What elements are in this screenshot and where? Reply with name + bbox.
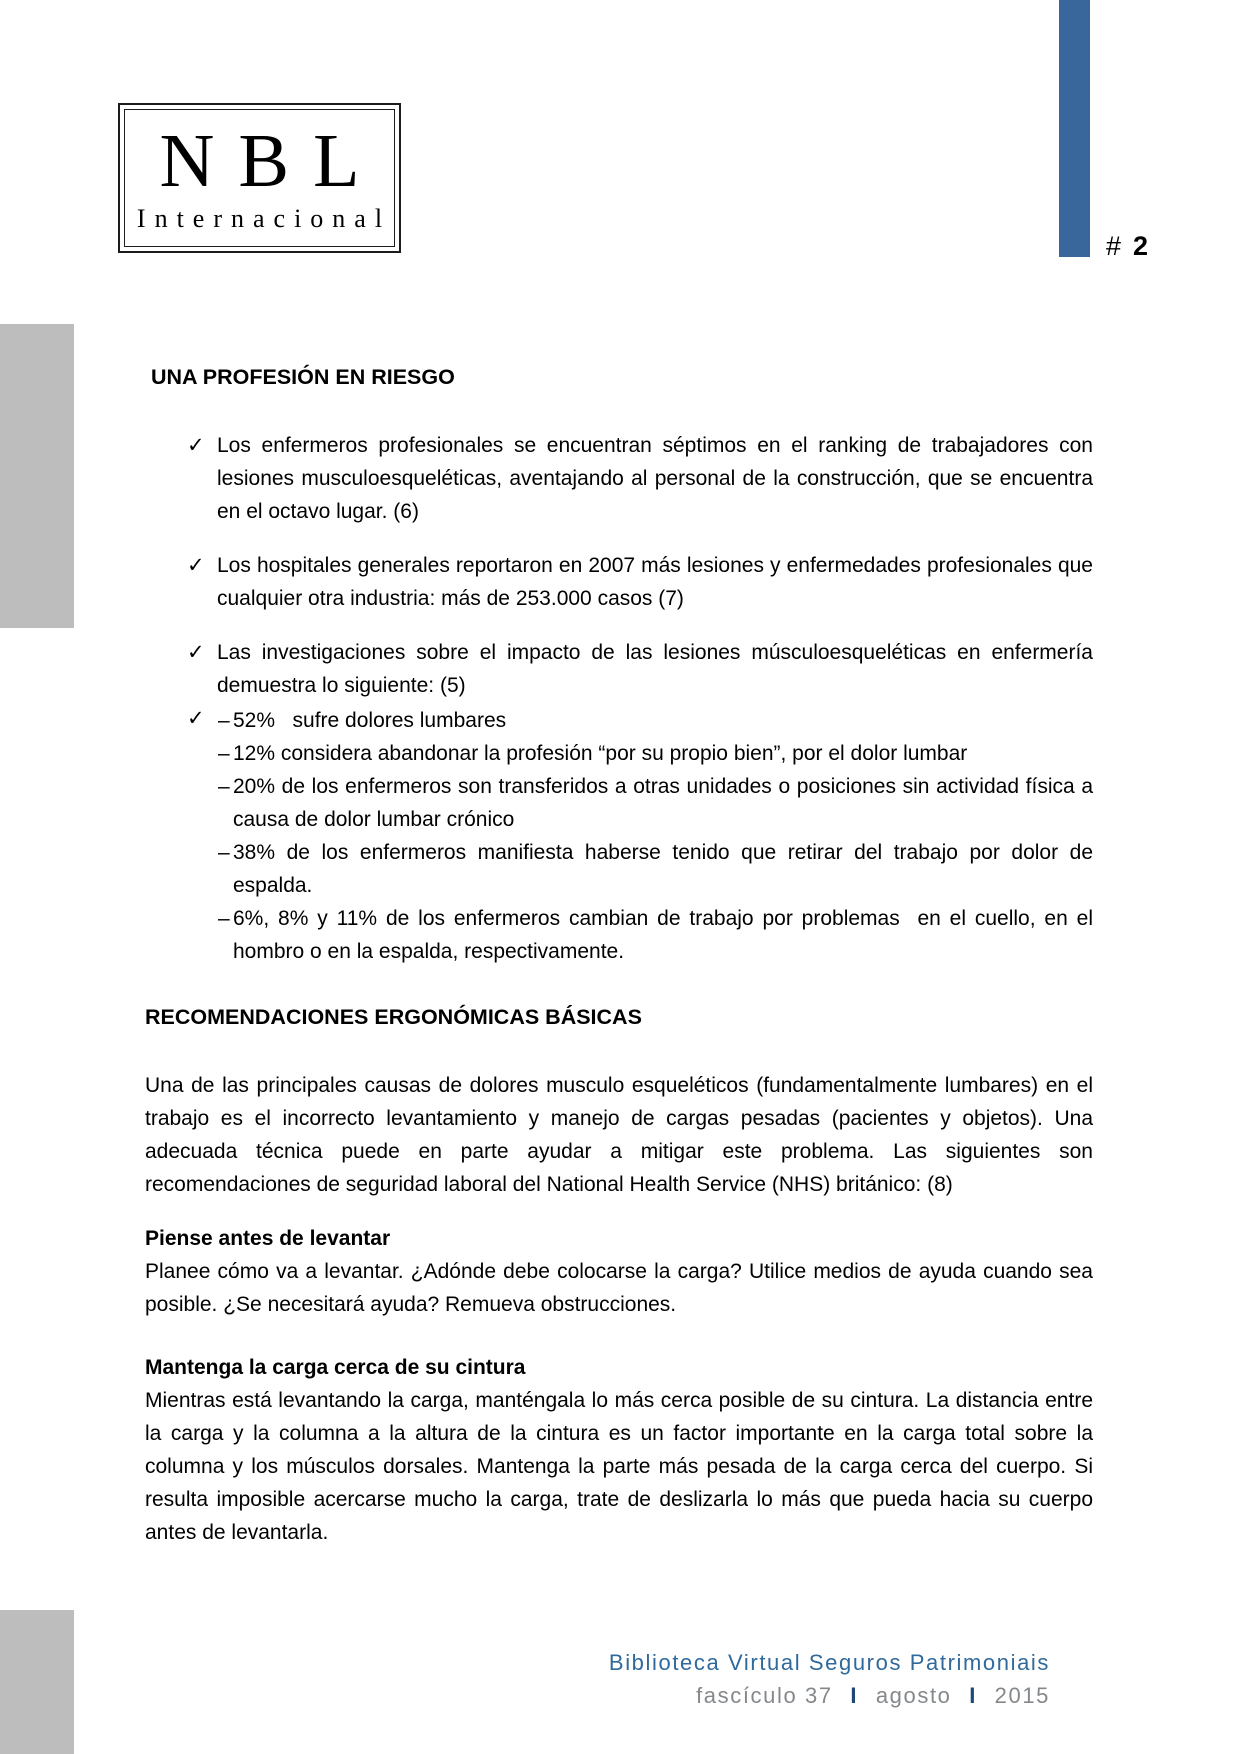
bullet-text: Las investigaciones sobre el impacto de las lesiones músculoesqueléticas en enfermería demuestra lo siguiente: (5) bbox=[217, 641, 1093, 697]
stat-text: 20% de los enfermeros son transferidos a otras unidades o posiciones sin actividad física a causa de dolor lumbar crónico bbox=[233, 775, 1093, 831]
check-icon: ✓ bbox=[187, 434, 205, 457]
stat-text: 6%, 8% y 11% de los enfermeros cambian de trabajo por problemas en el cuello, en el hombro o en la espalda, respectivamente. bbox=[233, 907, 1093, 963]
stat-text: 52% sufre dolores lumbares bbox=[233, 709, 507, 732]
footer-fascicle: fascículo 37 bbox=[696, 1683, 833, 1708]
page-number-prefix: # bbox=[1106, 231, 1122, 261]
stat-item bbox=[218, 902, 1093, 968]
stat-item bbox=[218, 704, 1093, 737]
recommendations-intro: Una de las principales causas de dolores musculo esqueléticos (fundamentalmente lumbares) en el trabajo es el incorrecto levantamiento y manejo de cargas pesadas (pacientes y objetos). Una adecuada técnica puede en parte ayudar a mitigar este problema. Las siguientes son recomendaciones de seguridad laboral del National Health Service (NHS) británico: (8) bbox=[145, 1074, 1093, 1196]
footer-year: 2015 bbox=[994, 1683, 1050, 1708]
company-logo-frame bbox=[124, 109, 395, 247]
subsection-body-think: Planee cómo va a levantar. ¿Adónde debe colocarse la carga? Utilice medios de ayuda cuando sea posible. ¿Se necesitará ayuda? Remueva obstrucciones. bbox=[145, 1260, 1093, 1316]
dash-icon: – bbox=[218, 742, 230, 765]
dash-icon: – bbox=[218, 775, 230, 798]
company-logo bbox=[118, 103, 401, 253]
footer-library-title: Biblioteca Virtual Seguros Patrimoniais bbox=[608, 1650, 1050, 1675]
accent-bar bbox=[1059, 0, 1090, 257]
dash-icon: – bbox=[218, 907, 230, 930]
stat-text: 38% de los enfermeros manifiesta haberse tenido que retirar del trabajo por dolor de espalda. bbox=[233, 841, 1093, 897]
bullet-item bbox=[187, 549, 1093, 615]
stat-item bbox=[218, 737, 1093, 770]
logo-name: NBL bbox=[159, 119, 384, 203]
check-icon: ✓ bbox=[187, 641, 205, 664]
margin-block-bottom bbox=[0, 1610, 74, 1754]
stat-text: 12% considera abandonar la profesión “por su propio bien”, por el dolor lumbar bbox=[233, 742, 968, 765]
dash-icon: – bbox=[218, 841, 230, 864]
footer-issue-info bbox=[609, 1683, 1050, 1709]
bullet-text: Los enfermeros profesionales se encuentran séptimos en el ranking de trabajadores con lesiones musculoesqueléticas, aventajando al personal de la construcción, que se encuentra en el octavo lugar. (6) bbox=[217, 434, 1093, 523]
footer-month: agosto bbox=[875, 1683, 952, 1708]
page-footer bbox=[609, 1650, 1050, 1709]
footer-separator-icon: I bbox=[850, 1683, 859, 1708]
main-content bbox=[145, 363, 1093, 1549]
section-title-recommendations: RECOMENDACIONES ERGONÓMICAS BÁSICAS bbox=[145, 1005, 642, 1029]
stat-item bbox=[218, 770, 1093, 836]
statistics-list bbox=[145, 704, 1093, 968]
logo-subtitle: Internacional bbox=[136, 204, 392, 233]
page-number-value: 2 bbox=[1133, 231, 1149, 261]
stat-item bbox=[218, 836, 1093, 902]
bullet-item bbox=[187, 636, 1093, 702]
bullet-item bbox=[187, 429, 1093, 528]
bullet-text: Los hospitales generales reportaron en 2007 más lesiones y enfermedades profesionales que cualquier otra industria: más de 253.000 casos (7) bbox=[217, 554, 1093, 610]
footer-separator-icon: I bbox=[969, 1683, 977, 1708]
page-number bbox=[1106, 231, 1148, 262]
subsection-heading-waist: Mantenga la carga cerca de su cintura bbox=[145, 1356, 526, 1379]
subsection-heading-think: Piense antes de levantar bbox=[145, 1227, 391, 1250]
section-title-risk: UNA PROFESIÓN EN RIESGO bbox=[151, 365, 455, 389]
dash-icon: – bbox=[218, 709, 230, 732]
subsection-body-waist: Mientras está levantando la carga, manténgala lo más cerca posible de su cintura. La distancia entre la carga y la columna a la altura de la cintura es un factor importante en la carga total sobre la columna y los músculos dorsales. Mantenga la parte más pesada de la carga cerca del cuerpo. Si resulta imposible acercarse mucho la carga, trate de deslizarla lo más que pueda hacia su cuerpo antes de levantarla. bbox=[145, 1389, 1093, 1544]
check-icon: ✓ bbox=[187, 707, 205, 730]
margin-block-top bbox=[0, 324, 74, 628]
check-icon: ✓ bbox=[187, 554, 205, 577]
